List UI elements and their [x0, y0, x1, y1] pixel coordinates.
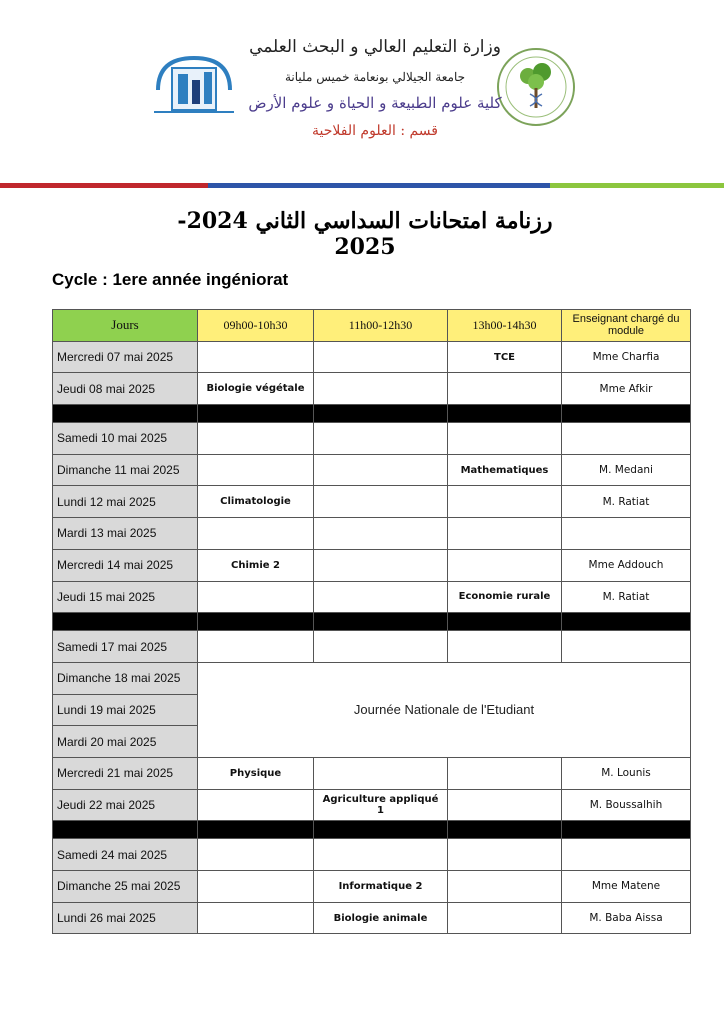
exam-cell [448, 871, 562, 903]
stripe-red [0, 183, 208, 188]
exam-cell [314, 518, 448, 550]
day-cell: Jeudi 22 mai 2025 [53, 789, 198, 821]
exam-cell [314, 373, 448, 405]
exam-cell [314, 423, 448, 455]
week-separator [53, 405, 691, 423]
table-row [53, 902, 691, 934]
teacher-cell: M. Medani [562, 454, 691, 486]
teacher-cell [562, 423, 691, 455]
exam-cell [198, 581, 314, 613]
event-cell: Journée Nationale de l'Etudiant [198, 662, 691, 757]
department-name: قسم : العلوم الفلاحية [312, 123, 438, 139]
exam-cell [314, 839, 448, 871]
exam-cell [314, 581, 448, 613]
faculty-name: كلية علوم الطبيعة و الحياة و علوم الأرض [248, 94, 502, 112]
exam-cell [448, 423, 562, 455]
teacher-cell: M. Ratiat [562, 486, 691, 518]
exam-cell [448, 486, 562, 518]
day-cell: Lundi 19 mai 2025 [53, 694, 198, 726]
day-cell: Mercredi 21 mai 2025 [53, 757, 198, 789]
table-row [53, 581, 691, 613]
exam-cell: Mathematiques [448, 454, 562, 486]
exam-cell [448, 373, 562, 405]
exam-cell: Biologie végétale [198, 373, 314, 405]
university-logo [150, 50, 238, 122]
exam-cell [198, 631, 314, 663]
exam-cell [448, 631, 562, 663]
exam-cell [448, 839, 562, 871]
table-row [53, 341, 691, 373]
teacher-cell [562, 518, 691, 550]
day-cell: Dimanche 25 mai 2025 [53, 871, 198, 903]
table-row [53, 789, 691, 821]
exam-cell [448, 902, 562, 934]
table-row [53, 373, 691, 405]
exam-cell [198, 423, 314, 455]
table-row [53, 454, 691, 486]
day-cell: Dimanche 18 mai 2025 [53, 662, 198, 694]
day-cell: Jeudi 15 mai 2025 [53, 581, 198, 613]
exam-cell [314, 549, 448, 581]
exam-cell [198, 839, 314, 871]
institution-header [230, 34, 520, 142]
ministry-name: وزارة التعليم العالي و البحث العلمي [249, 37, 501, 57]
day-cell: Samedi 24 mai 2025 [53, 839, 198, 871]
exam-cell [198, 454, 314, 486]
page-title: رزنامة امتحانات السداسي الثاني 2024-2025 [177, 208, 553, 260]
exam-cell [198, 902, 314, 934]
table-row [53, 839, 691, 871]
exam-cell [198, 341, 314, 373]
day-cell: Samedi 17 mai 2025 [53, 631, 198, 663]
university-name: جامعة الجيلالي بونعامة خميس مليانة [284, 70, 466, 84]
week-separator [53, 613, 691, 631]
teacher-cell [562, 631, 691, 663]
exam-cell [448, 757, 562, 789]
exam-cell [198, 789, 314, 821]
day-cell: Jeudi 08 mai 2025 [53, 373, 198, 405]
header-slot-3: 13h00-14h30 [448, 310, 562, 342]
table-row [53, 662, 691, 694]
exam-cell: Informatique 2 [314, 871, 448, 903]
table-row [53, 757, 691, 789]
teacher-cell: Mme Afkir [562, 373, 691, 405]
table-row [53, 518, 691, 550]
teacher-cell: M. Boussalhih [562, 789, 691, 821]
day-cell: Mardi 13 mai 2025 [53, 518, 198, 550]
exam-cell: Physique [198, 757, 314, 789]
exam-schedule-table [52, 309, 691, 934]
exam-cell: Climatologie [198, 486, 314, 518]
exam-cell [448, 518, 562, 550]
cycle-label: Cycle : 1ere année ingéniorat [52, 270, 289, 289]
table-row [53, 549, 691, 581]
day-cell: Dimanche 11 mai 2025 [53, 454, 198, 486]
header-slot-2: 11h00-12h30 [314, 310, 448, 342]
exam-cell [198, 518, 314, 550]
teacher-cell: Mme Matene [562, 871, 691, 903]
exam-cell [314, 341, 448, 373]
week-separator [53, 821, 691, 839]
header-slot-1: 09h00-10h30 [198, 310, 314, 342]
day-cell: Samedi 10 mai 2025 [53, 423, 198, 455]
teacher-cell: Mme Addouch [562, 549, 691, 581]
exam-cell: TCE [448, 341, 562, 373]
exam-cell: Chimie 2 [198, 549, 314, 581]
exam-cell: Agriculture appliqué 1 [314, 789, 448, 821]
table-row [53, 871, 691, 903]
day-cell: Lundi 12 mai 2025 [53, 486, 198, 518]
stripe-blue [208, 183, 550, 188]
exam-cell [448, 789, 562, 821]
stripe-green [550, 183, 724, 188]
teacher-cell [562, 839, 691, 871]
table-row [53, 423, 691, 455]
teacher-cell: Mme Charfia [562, 341, 691, 373]
table-row [53, 631, 691, 663]
exam-cell [314, 631, 448, 663]
teacher-cell: M. Ratiat [562, 581, 691, 613]
day-cell: Mardi 20 mai 2025 [53, 726, 198, 758]
teacher-cell: M. Baba Aissa [562, 902, 691, 934]
exam-cell [198, 871, 314, 903]
table-header-row [53, 310, 691, 342]
exam-cell: Economie rurale [448, 581, 562, 613]
header-jours: Jours [53, 310, 198, 342]
day-cell: Lundi 26 mai 2025 [53, 902, 198, 934]
exam-cell [448, 549, 562, 581]
exam-cell [314, 454, 448, 486]
day-cell: Mercredi 07 mai 2025 [53, 341, 198, 373]
exam-cell: Biologie animale [314, 902, 448, 934]
teacher-cell: M. Lounis [562, 757, 691, 789]
day-cell: Mercredi 14 mai 2025 [53, 549, 198, 581]
header-teacher: Enseignant chargé du module [562, 310, 691, 342]
table-row [53, 486, 691, 518]
exam-cell [314, 757, 448, 789]
exam-cell [314, 486, 448, 518]
